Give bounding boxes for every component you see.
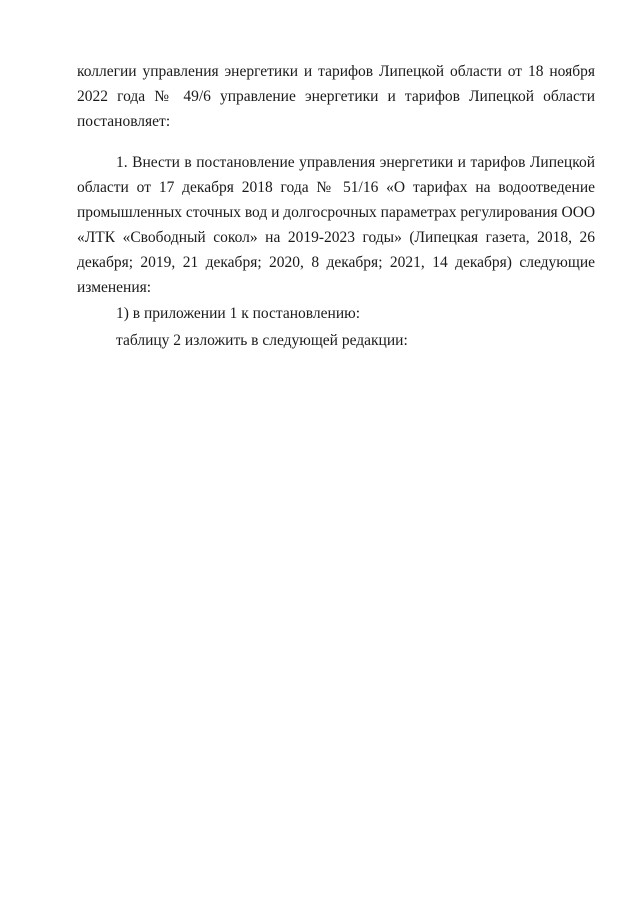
- item-1-line-4: «ЛТК «Свободный сокол» на 2019-2023 годы» (Липецкая газета, 2018, 26: [77, 229, 595, 246]
- intro-line-2: 2022 года № 49/6 управление энергетики и тарифов Липецкой области: [77, 88, 595, 105]
- item-1-line-6: изменения:: [77, 279, 152, 296]
- table-instruction: таблицу 2 изложить в следующей редакции:: [116, 332, 408, 349]
- item-1-line-5: декабря; 2019, 21 декабря; 2020, 8 декабря; 2021, 14 декабря) следующие: [77, 254, 595, 271]
- subitem-1: 1) в приложении 1 к постановлению:: [116, 305, 360, 322]
- intro-line-1: коллегии управления энергетики и тарифов Липецкой области от 18 ноября: [77, 63, 595, 80]
- item-1-line-2: области от 17 декабря 2018 года № 51/16 «О тарифах на водоотведение: [77, 179, 595, 196]
- item-1-line-1: 1. Внести в постановление управления энергетики и тарифов Липецкой: [116, 154, 595, 171]
- intro-line-3: постановляет:: [77, 113, 171, 130]
- item-1-line-3: промышленных сточных вод и долгосрочных параметрах регулирования ООО: [77, 204, 595, 221]
